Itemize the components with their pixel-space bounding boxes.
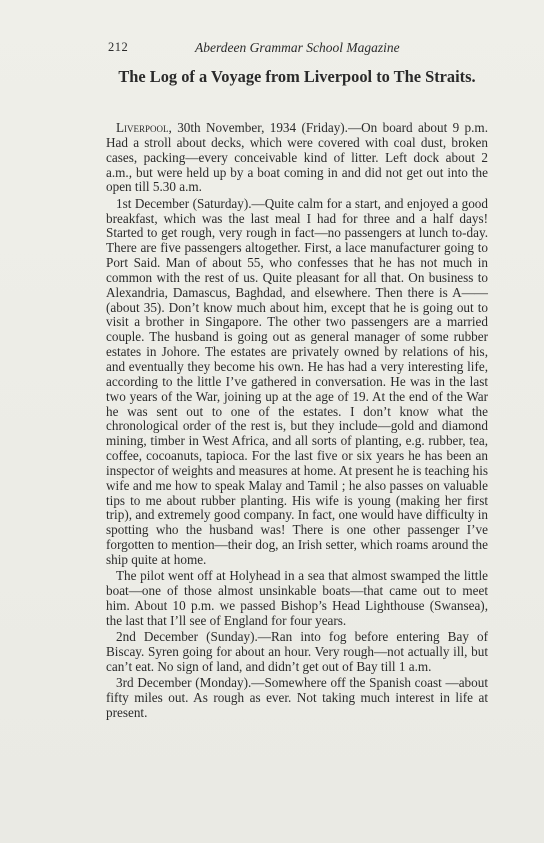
paragraph-text: 1st December (Saturday).—Quite calm for a start, and enjoyed a good breakfast, which was the last meal I had for three and a half days! Started to get rough, very rough in fact—no passengers at lunch to-day. There are five passengers altogether. First, a lace manufacturer going to Port Said. Man of about 55, who confesses that he has not much in common with the rest of us. Quite pleasant for all that. On business to Alexandria, Damascus, Baghdad, and elsewhere. Then there is A—— (about 35). Don’t know much about him, except that he is going out to visit a brother in Singapore. The other two passengers are a married couple. The husband is going out as general manager of some rubber estates in Johore. The estates are privately owned by relations of his, and eventually they become his own. He has had a very interesting life, according to the little I’ve gathered in conversation. He was in the last two years of the War, joining up at the age of 19. At the end of the War he was sent out to one of the estates. I don’t know what the chronological order of the rest is, but they include—gold and diamond mining, timber in West Africa, and all sorts of planting, e.g. rubber, tea, coffee, cocoanuts, tapioca. For the last five or six years he has been an inspector of weights and measures at home. At present he is teaching his wife and me how to speak Malay and Tamil ; he also passes on valuable tips to me about rubber planting. His wife is young (making her first trip), and extremely good company. In fact, one would have difficulty in spotting who the husband was! There is one other passenger I’ve forgotten to mention—their dog, an Irish setter, which roams around the ship quite at home. [106,195,488,567]
paragraph-text: 3rd December (Monday).—Somewhere off the Spanish coast —about fifty miles out. As rough as ever. Not taking much interest in life at present. [106,675,488,720]
paragraph-liverpool [106,121,488,195]
paragraph-pilot [106,569,488,628]
page-header [108,40,488,60]
article-title: The Log of a Voyage from Liverpool to The Straits. [118,67,476,86]
paragraph-text: The pilot went off at Holyhead in a sea that almost swamped the little boat—one of those almost unsinkable boats—that came out to meet him. About 10 p.m. we passed Bishop’s Head Lighthouse (Swansea), the last that I’ll see of England for four years. [106,568,488,628]
paragraph-2nd-december [106,630,488,675]
paragraph-3rd-december [106,676,488,721]
paragraph-text: 30th November, 1934 (Friday).—On board about 9 p.m. Had a stroll about decks, which were covered with coal dust, broken cases, packing—every conceivable kind of litter. Left dock about 2 a.m., but were held up by a boat coming in and did not get out into the open till 5.30 a.m. [106,120,488,195]
running-head: Aberdeen Grammar School Magazine [195,40,400,55]
article-body [106,121,488,722]
paragraph-1st-december [106,197,488,568]
page-number: 212 [108,40,129,54]
place-lead: Liverpool, [116,120,172,135]
paragraph-text: 2nd December (Sunday).—Ran into fog before entering Bay of Biscay. Syren going for about an hour. Very rough—not actually ill, but can’t eat. No sign of land, and didn’t get out of Bay till 1 a.m. [106,629,488,674]
